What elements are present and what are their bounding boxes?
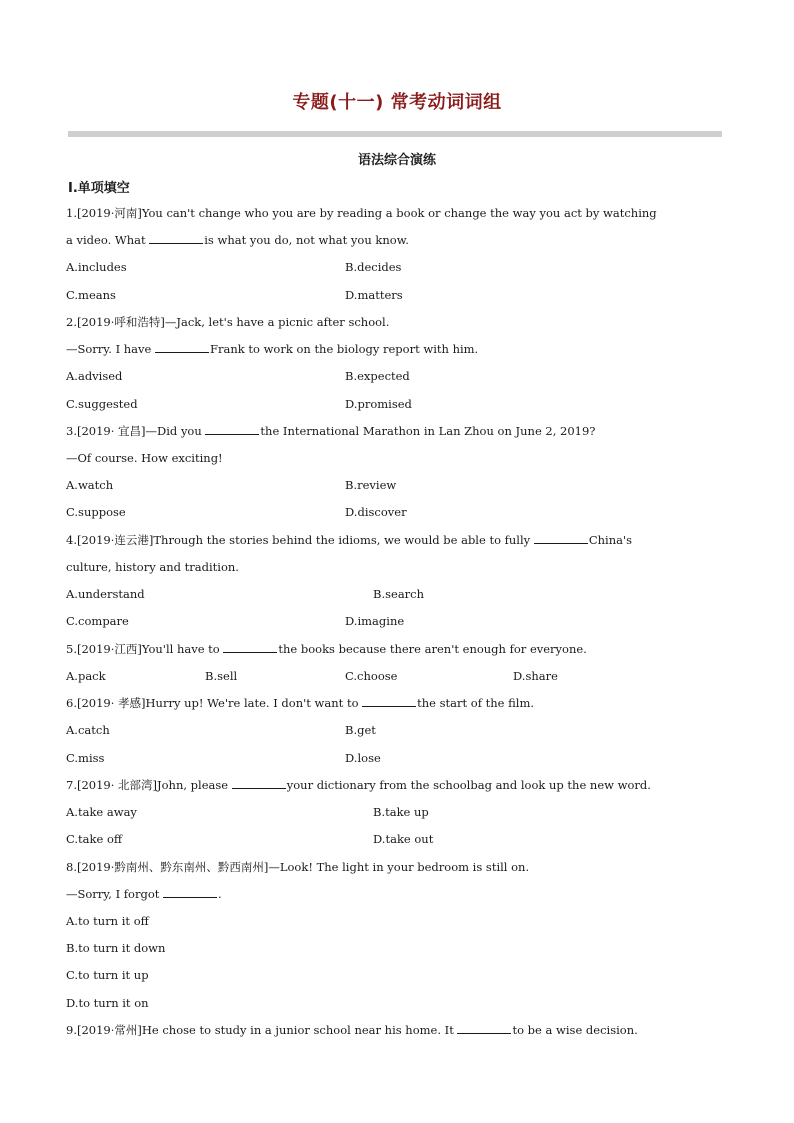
q5-option-b: B.sell — [205, 669, 238, 683]
q3-text-b: the International Marathon in Lan Zhou on June 2, 2019? — [260, 424, 596, 438]
subtitle: 语法综合演练 — [357, 153, 436, 168]
q2-option-d: D.promised — [345, 397, 412, 411]
question-3-line-1 — [66, 423, 595, 439]
question-1-line-2 — [66, 232, 409, 248]
answer-blank — [163, 887, 217, 898]
q2-option-c: C.suggested — [66, 397, 138, 411]
section-heading: Ⅰ.单项填空 — [68, 181, 130, 196]
q4-option-a: A.understand — [66, 587, 145, 601]
q5-option-a: A.pack — [66, 669, 106, 683]
q6-text-a: 6.[2019· 孝感]Hurry up! We're late. I don't want to — [66, 696, 363, 710]
q6-option-b: B.get — [345, 723, 376, 737]
q5-option-c: C.choose — [345, 669, 398, 683]
q8-option-c: C.to turn it up — [66, 968, 149, 982]
q9-text-b: to be a wise decision. — [512, 1023, 638, 1037]
q2-text-a: —Sorry. I have — [66, 342, 155, 356]
q7-option-d: D.take out — [373, 832, 434, 846]
question-1-line-1: 1.[2019·河南]You can't change who you are by reading a book or change the way you act by watching — [66, 206, 657, 220]
q3-text-a: 3.[2019· 宜昌]—Did you — [66, 424, 206, 438]
q7-option-a: A.take away — [66, 805, 137, 819]
q8-text-b: . — [218, 887, 222, 901]
q6-text-b: the start of the film. — [417, 696, 535, 710]
q8-option-b: B.to turn it down — [66, 941, 166, 955]
answer-blank — [205, 424, 259, 435]
question-4-line-1 — [66, 532, 632, 548]
q1-text-b: is what you do, not what you know. — [204, 233, 409, 247]
q6-option-a: A.catch — [66, 723, 110, 737]
q4-text-a: 4.[2019·连云港]Through the stories behind the idioms, we would be able to fully — [66, 533, 534, 547]
q5-text-b: the books because there aren't enough for everyone. — [278, 642, 587, 656]
q4-text-b: China's — [588, 533, 633, 547]
q2-option-a: A.advised — [66, 369, 123, 383]
q1-option-a: A.includes — [66, 260, 127, 274]
q9-text-a: 9.[2019·常州]He chose to study in a junior school near his home. It — [66, 1023, 458, 1037]
answer-blank — [362, 696, 416, 707]
q8-option-d: D.to turn it on — [66, 996, 149, 1010]
q3-option-d: D.discover — [345, 505, 407, 519]
answer-blank — [457, 1023, 511, 1034]
q4-option-b: B.search — [373, 587, 425, 601]
q3-option-c: C.suppose — [66, 505, 126, 519]
q7-option-b: B.take up — [373, 805, 429, 819]
q5-option-d: D.share — [513, 669, 558, 683]
q1-option-c: C.means — [66, 288, 116, 302]
question-7-line-1 — [66, 777, 651, 793]
q3-option-a: A.watch — [66, 478, 114, 492]
answer-blank — [155, 342, 209, 353]
q1-option-d: D.matters — [345, 288, 403, 302]
q7-text-b: your dictionary from the schoolbag and look up the new word. — [286, 778, 651, 792]
q7-text-a: 7.[2019· 北部湾]John, please — [66, 778, 232, 792]
q2-text-b: Frank to work on the biology report with him. — [210, 342, 479, 356]
answer-blank — [534, 533, 588, 544]
question-8-line-1: 8.[2019·黔南州、黔东南州、黔西南州]—Look! The light in your bedroom is still on. — [66, 860, 530, 874]
q5-text-a: 5.[2019·江西]You'll have to — [66, 642, 224, 656]
question-5-line-1 — [66, 641, 587, 657]
q4-option-d: D.imagine — [345, 614, 405, 628]
answer-blank — [149, 233, 203, 244]
q6-option-c: C.miss — [66, 751, 105, 765]
page-title: 专题(十一) 常考动词词组 — [292, 92, 502, 113]
question-8-line-2 — [66, 886, 222, 902]
answer-blank — [223, 642, 277, 653]
q8-text-a: —Sorry, I forgot — [66, 887, 164, 901]
question-3-line-2: —Of course. How exciting! — [66, 451, 223, 465]
question-2-line-2 — [66, 341, 478, 357]
q4-option-c: C.compare — [66, 614, 129, 628]
q6-option-d: D.lose — [345, 751, 381, 765]
q2-option-b: B.expected — [345, 369, 410, 383]
q3-option-b: B.review — [345, 478, 397, 492]
question-4-line-2: culture, history and tradition. — [66, 560, 239, 574]
q1-text-a: a video. What — [66, 233, 150, 247]
q7-option-c: C.take off — [66, 832, 123, 846]
answer-blank — [232, 778, 286, 789]
title-divider — [68, 131, 722, 137]
question-2-line-1: 2.[2019·呼和浩特]—Jack, let's have a picnic after school. — [66, 315, 390, 329]
q1-option-b: B.decides — [345, 260, 402, 274]
question-6-line-1 — [66, 695, 534, 711]
question-9-line-1 — [66, 1022, 638, 1038]
q8-option-a: A.to turn it off — [66, 914, 149, 928]
